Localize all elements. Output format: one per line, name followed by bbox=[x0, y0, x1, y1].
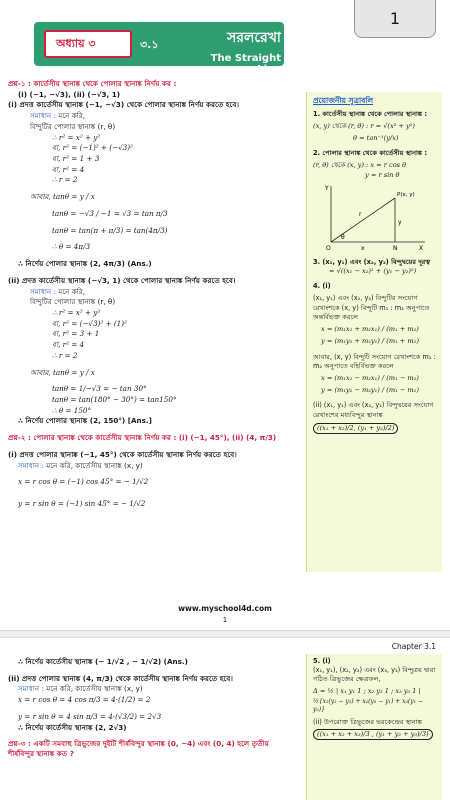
formula-5-text: (x₁, y₁), (x₂, y₂) এবং (x₃, y₃) বিন্দুত্রয় দ্বারা গঠিত ত্রিভুজের ক্ষেত্রফল, bbox=[313, 666, 436, 684]
q1i-step: বা, r² = 1 + 3 bbox=[52, 154, 100, 164]
formula-5-title: 5. (i) bbox=[313, 657, 331, 665]
q2ii-answer: ∴ নির্ণেয় কার্তেসীয় স্থানাঙ্ক (2, 2√3) bbox=[18, 722, 127, 732]
q1ii-tan-2: tanθ = tan(180° − 30°) = tan150° bbox=[52, 394, 177, 404]
formula-3-a: = √((x₁ − x₂)² + (y₁ − y₂)²) bbox=[329, 267, 417, 276]
page-2-formula-panel bbox=[306, 654, 442, 800]
q1ii-step: ∴ r² = x² + y² bbox=[52, 307, 101, 317]
q2i-x: x = r cos θ = (−1) cos 45° = − 1/√2 bbox=[18, 477, 149, 487]
section-number: ৩.১ bbox=[140, 38, 159, 51]
formula-3-title: 3. (x₁, y₁) এবং (x₂, y₂) বিন্দুদ্বয়ের দূরত্ব bbox=[313, 257, 431, 266]
q2ii-assume: মনে করি, কার্তেসীয় স্থানাঙ্ক (x, y) bbox=[46, 684, 143, 694]
q2i-intro: (i) প্রদত্ত পোলার স্থানাঙ্ক (−1, 45°) থেকে কার্তেসীয় স্থানাঙ্ক নির্ণয় করতে হবে। bbox=[8, 449, 237, 459]
question-3-title: প্রশ্ন-৩ : একটি সমবাহু ত্রিভুজের দুইটি শীর্ষবিন্দুর স্থানাঙ্ক (0, −4) এবং (0, 4) হলে তৃতীয় শীর্ষবিন্দুর স্থানাঙ্ক কত ? bbox=[8, 739, 269, 759]
assume-text: মনে করি, bbox=[58, 111, 86, 121]
diagram-label-theta: θ bbox=[341, 233, 345, 241]
formula-5-expand: ½{x₁(y₂ − y₃) + x₂(y₃ − y₁) + x₃(y₁ − y₂)} bbox=[313, 697, 423, 714]
tan-definition: আবার, tanθ = y / x bbox=[30, 367, 95, 377]
page-2-solutions bbox=[8, 656, 294, 760]
solve-label: সমাধান : bbox=[18, 460, 44, 470]
page-divider bbox=[0, 630, 450, 638]
footer-site: www.myschool4d.com bbox=[178, 604, 272, 613]
formula-4-x: x = (m₁x₂ + m₂x₁) / (m₁ + m₂) bbox=[321, 325, 419, 334]
question-2-title: প্রশ্ন-২ : পোলার স্থানাঙ্ক থেকে কার্তেসীয় স্থানাঙ্ক নির্ণয় কর : (i) (−1, 45°), (ii) (4, π/3) bbox=[8, 433, 277, 443]
q1i-tan-2: tanθ = tan(π + π/3) = tan(4π/3) bbox=[52, 225, 168, 235]
q2ii-intro: (ii) প্রদত্ত পোলার স্থানাঙ্ক (4, π/3) থেকে কার্তেসীয় স্থানাঙ্ক নির্ণয় করতে হবে। bbox=[8, 673, 233, 683]
formula-5-ii: (ii) উপরোক্ত ত্রিভুজের ভরকেন্দ্রের স্থানাঙ্ক bbox=[313, 717, 422, 726]
chapter-label: অধ্যায় ৩ bbox=[56, 37, 96, 50]
page-number-tab: 1 bbox=[354, 0, 436, 38]
chapter-label-page-2: Chapter 3.1 bbox=[391, 642, 436, 651]
formula-2-a: (r, θ) থেকে (x, y) : x = r cos θ bbox=[313, 161, 407, 170]
q1ii-step: বা, r² = 3 + 1 bbox=[52, 329, 100, 339]
polar-coord-text: বিন্দুটির পোলার স্থানাঙ্ক (r, θ) bbox=[30, 297, 116, 307]
q2ii-x: x = r cos θ = 4 cos π/3 = 4·(1/2) = 2 bbox=[18, 695, 151, 705]
q2i-assume: মনে করি, কার্তেসীয় স্থানাঙ্ক (x, y) bbox=[46, 460, 143, 470]
q1i-tan-1: tanθ = −√3 / −1 = √3 = tan π/3 bbox=[52, 208, 168, 218]
formula-5-area: Δ = ½ | x₁ y₁ 1 ; x₂ y₂ 1 ; x₃ y₃ 1 | bbox=[313, 686, 421, 695]
tan-definition: আবার, tanθ = y / x bbox=[30, 192, 95, 202]
q2i-y: y = r sin θ = (−1) sin 45° = − 1/√2 bbox=[18, 499, 146, 508]
q1i-step: বা, r² = (−1)² + (−√3)² bbox=[52, 143, 133, 153]
chapter-label-box bbox=[44, 30, 132, 58]
q1ii-intro: (ii) প্রদত্ত কার্তেসীয় স্থানাঙ্ক (−√3, 1) থেকে পোলার স্থানাঙ্ক নির্ণয় করতে হবে। bbox=[8, 275, 236, 285]
diagram-label-n: N bbox=[393, 244, 398, 252]
diagram-label-o: O bbox=[326, 244, 331, 252]
diagram-label-x: x bbox=[361, 244, 365, 252]
formula-4b-y: y = (m₁y₂ − m₂y₁) / (m₁ − m₂) bbox=[321, 386, 419, 395]
formula-4b-text: আবার, (x, y) বিন্দুটি সংযোগ রেখাংশকে m₁ : m₂ অনুপাতে বহির্বিভক্ত করলে bbox=[313, 352, 436, 370]
q1i-answer: ∴ নির্ণেয় পোলার স্থানাঙ্ক (2, 4π/3) (Ans.) bbox=[18, 259, 152, 269]
formula-4-title: 4. (i) bbox=[313, 282, 331, 291]
chapter-title-en: The Straight Line bbox=[210, 53, 281, 75]
footer-page: 1 bbox=[222, 616, 228, 624]
assume-text: মনে করি, bbox=[58, 286, 86, 296]
q2i-answer: ∴ নির্ণেয় কার্তেসীয় স্থানাঙ্ক (− 1/√2 , − 1/√2) (Ans.) bbox=[18, 657, 188, 666]
formula-panel bbox=[306, 92, 442, 572]
formula-heading: প্রয়োজনীয় সূত্রাবলি bbox=[313, 96, 374, 105]
question-1-title: প্রশ্ন-১ : কার্তেসীয় স্থানাঙ্ক থেকে পোলার স্থানাঙ্ক নির্ণয় কর : bbox=[8, 79, 177, 88]
question-1-parts: (i) (−1, −√3), (ii) (−√3, 1) bbox=[18, 89, 121, 99]
diagram-label-y: Y bbox=[325, 184, 329, 192]
q1i-step: ∴ r² = x² + y² bbox=[52, 132, 101, 142]
q1ii-tan-1: tanθ = 1/−√3 = − tan 30° bbox=[52, 384, 147, 394]
polar-diagram bbox=[315, 182, 435, 252]
chapter-title-bn: সরলরেখা bbox=[227, 30, 281, 46]
q1i-step: ∴ r = 2 bbox=[52, 175, 78, 185]
formula-1-title: 1. কার্তেসীয় স্থানাঙ্ক থেকে পোলার স্থানাঙ্ক : bbox=[313, 109, 427, 118]
diagram-label-r: r bbox=[359, 210, 362, 218]
formula-1-a: (x, y) থেকে (r, θ) : r = √(x² + y²) bbox=[313, 121, 415, 130]
formula-2-title: 2. পোলার স্থানাঙ্ক থেকে কার্তেসীয় স্থানাঙ্ক : bbox=[313, 149, 427, 158]
solve-label: সমাধান : bbox=[30, 286, 56, 296]
formula-4c-text: (ii) (x₁, y₁) এবং (x₂, y₂) বিন্দুদ্বয়ের সংযোগ রেখাংশের মধ্যবিন্দুর স্থানাঙ্ক bbox=[313, 401, 434, 419]
formula-1-b: θ = tan⁻¹(y/x) bbox=[353, 133, 399, 142]
chapter-title bbox=[195, 26, 281, 75]
formula-4b-x: x = (m₁x₂ − m₂x₁) / (m₁ − m₂) bbox=[321, 374, 419, 382]
q1i-intro: (i) প্রদত্ত কার্তেসীয় স্থানাঙ্ক (−1, −√3) থেকে পোলার স্থানাঙ্ক নির্ণয় করতে হবে। bbox=[8, 100, 240, 110]
q1ii-step: বা, r² = (−√3)² + (1)² bbox=[52, 318, 127, 328]
q2ii-y: y = r sin θ = 4 sin π/3 = 4·(√3/2) = 2√3 bbox=[18, 711, 162, 721]
polar-coord-text: বিন্দুটির পোলার স্থানাঙ্ক (r, θ) bbox=[30, 121, 116, 131]
formula-4c-value: ((x₁ + x₂)/2, (y₁ + y₂)/2) bbox=[313, 423, 398, 434]
diagram-label-xaxis: X bbox=[419, 244, 424, 252]
q1i-theta: ∴ θ = 4π/3 bbox=[52, 242, 91, 252]
solve-label: সমাধান : bbox=[18, 684, 44, 694]
diagram-label-yv: y bbox=[398, 218, 402, 226]
formula-4-y: y = (m₁y₂ + m₂y₁) / (m₁ + m₂) bbox=[321, 337, 419, 346]
solutions-column bbox=[8, 78, 294, 510]
q1ii-theta: ∴ θ = 150° bbox=[52, 405, 92, 415]
formula-2-b: y = r sin θ bbox=[365, 170, 400, 179]
q1ii-step: ∴ r = 2 bbox=[52, 350, 78, 360]
q1ii-answer: ∴ নির্ণেয় পোলার স্থানাঙ্ক (2, 150°) [Ans.] bbox=[18, 416, 152, 426]
q1i-step: বা, r² = 4 bbox=[52, 164, 85, 174]
q1ii-step: বা, r² = 4 bbox=[52, 340, 85, 350]
formula-4-text: (x₁, y₁) এবং (x₂, y₂) বিন্দুটির সংযোগ রেখাংশকে (x, y) বিন্দুটি m₁ : m₂ অনুপাতে অন্তর্বিভক্ত করলে bbox=[313, 294, 430, 321]
solve-label: সমাধান : bbox=[30, 111, 56, 121]
formula-5-centroid: ((x₁ + x₂ + x₃)/3 , (y₁ + y₂ + y₃)/3) bbox=[313, 729, 433, 740]
diagram-label-p: P(x, y) bbox=[397, 191, 415, 198]
